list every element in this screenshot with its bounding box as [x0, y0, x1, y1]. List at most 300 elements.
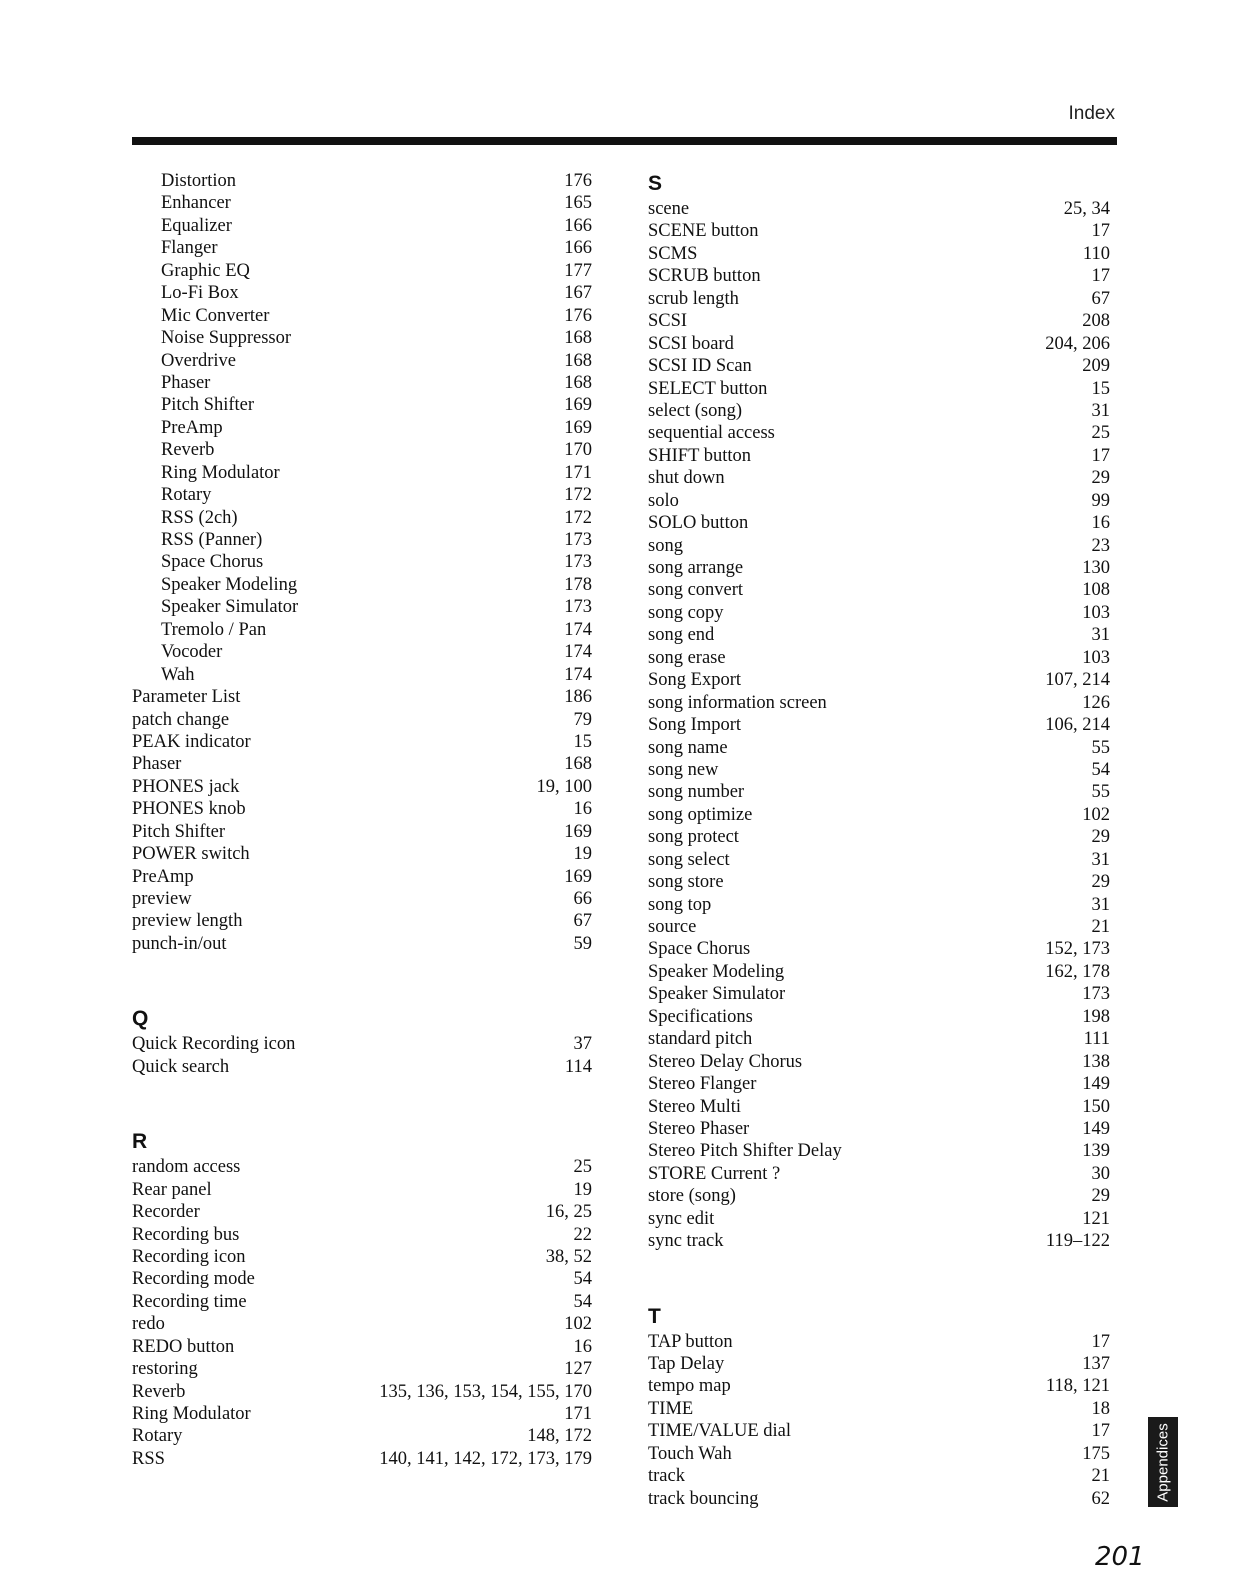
dot-leader	[776, 425, 1091, 439]
dot-leader	[226, 824, 563, 838]
entry-page: 114	[564, 1056, 592, 1077]
dot-leader	[694, 1401, 1090, 1415]
index-entry	[648, 1208, 1110, 1230]
entry-term: Flanger	[161, 238, 218, 259]
entry-page: 173	[564, 597, 592, 618]
dot-leader	[237, 353, 563, 367]
dot-leader	[745, 784, 1090, 798]
entry-page: 173	[564, 530, 592, 550]
dot-leader	[737, 1188, 1091, 1202]
entry-term: POWER switch	[132, 844, 250, 865]
dot-leader	[223, 644, 563, 658]
dot-leader	[726, 470, 1091, 484]
entry-term: TIME/VALUE dial	[648, 1421, 792, 1442]
entry-page: 177	[564, 260, 592, 281]
dot-leader	[753, 807, 1081, 821]
index-entry	[132, 417, 592, 439]
entry-term: song information screen	[648, 692, 827, 713]
entry-page: 173	[1082, 984, 1110, 1005]
dot-leader	[298, 577, 563, 591]
index-entry	[648, 804, 1110, 826]
section-letter-r: R	[132, 1130, 148, 1154]
entry-page: 162, 178	[1045, 961, 1110, 982]
entry-term: song select	[648, 849, 730, 870]
index-entry	[648, 1140, 1110, 1162]
entry-term: Recorder	[132, 1202, 200, 1223]
index-entry	[132, 439, 592, 461]
entry-page: 170	[564, 440, 592, 461]
entry-page: 149	[1082, 1118, 1110, 1139]
entry-page: 169	[564, 821, 592, 842]
dot-leader	[768, 381, 1090, 395]
entry-term: RSS (2ch)	[161, 507, 238, 528]
entry-page: 25, 34	[1063, 199, 1110, 219]
entry-term: song top	[648, 894, 712, 915]
dot-leader	[762, 268, 1091, 282]
dot-leader	[263, 532, 563, 546]
r-entry-list	[132, 1156, 592, 1470]
entry-term: Lo-Fi Box	[161, 283, 239, 304]
index-entry	[648, 849, 1110, 871]
index-entry	[132, 798, 592, 820]
dot-leader	[232, 195, 563, 209]
entry-term: Tremolo / Pan	[161, 619, 267, 640]
index-entry	[648, 759, 1110, 781]
entry-page: 167	[564, 283, 592, 304]
index-entry	[132, 1291, 592, 1313]
index-entry	[648, 1096, 1110, 1118]
section-gap	[648, 1253, 1110, 1301]
index-entry	[132, 1313, 592, 1335]
entry-term: Stereo Pitch Shifter Delay	[648, 1141, 842, 1162]
entry-page: 135, 136, 153, 154, 155, 170	[379, 1381, 592, 1402]
entry-term: song end	[648, 625, 715, 646]
dot-leader	[166, 1316, 563, 1330]
dot-leader	[211, 375, 563, 389]
entry-term: Overdrive	[161, 350, 236, 371]
entry-page: 121	[1082, 1208, 1110, 1229]
entry-page: 119–122	[1045, 1231, 1110, 1252]
dot-leader	[725, 605, 1082, 619]
dot-leader	[195, 667, 563, 681]
index-entry	[132, 1425, 592, 1447]
index-entry	[648, 1006, 1110, 1028]
entry-page: 62	[1091, 1488, 1110, 1509]
entry-term: Stereo Flanger	[648, 1074, 757, 1095]
entry-term: Stereo Phaser	[648, 1118, 750, 1139]
entry-page: 176	[564, 305, 592, 326]
index-entry	[648, 557, 1110, 579]
sub-entry-list	[132, 170, 592, 686]
index-entry	[132, 1268, 592, 1290]
index-entry	[648, 961, 1110, 983]
entry-page: 172	[564, 485, 592, 506]
index-entry	[648, 378, 1110, 400]
index-column-left	[132, 170, 592, 1470]
entry-page: 23	[1091, 535, 1110, 556]
entry-term: Stereo Delay Chorus	[648, 1051, 803, 1072]
index-entry	[132, 1358, 592, 1380]
entry-term: Equalizer	[161, 215, 232, 236]
entry-term: Specifications	[648, 1006, 753, 1027]
entry-page: 173	[564, 552, 592, 573]
index-entry	[132, 350, 592, 372]
entry-page: 204, 206	[1045, 333, 1110, 354]
index-entry	[648, 355, 1110, 377]
index-entry	[648, 871, 1110, 893]
index-entry	[648, 1331, 1110, 1353]
index-entry	[648, 265, 1110, 287]
index-entry	[132, 1201, 592, 1223]
dot-leader	[731, 852, 1091, 866]
index-entry	[132, 776, 592, 798]
entry-term: select (song)	[648, 400, 743, 421]
entry-term: song erase	[648, 647, 726, 668]
entry-page: 15	[573, 731, 592, 752]
index-entry	[648, 1488, 1110, 1510]
entry-page: 178	[564, 574, 592, 595]
entry-page: 126	[1082, 692, 1110, 713]
entry-term: TAP button	[648, 1331, 733, 1352]
dot-leader	[195, 869, 564, 883]
entry-term: song protect	[648, 827, 739, 848]
dot-leader	[688, 313, 1081, 327]
index-entry	[132, 686, 592, 708]
entry-page: 103	[1082, 602, 1110, 623]
entry-page: 16, 25	[545, 1202, 592, 1223]
entry-page: 140, 141, 142, 172, 173, 179	[379, 1448, 592, 1469]
index-entry	[132, 641, 592, 663]
index-entry	[132, 394, 592, 416]
dot-leader	[296, 1036, 572, 1050]
entry-term: patch change	[132, 709, 230, 730]
entry-term: song convert	[648, 580, 744, 601]
entry-page: 29	[1091, 827, 1110, 848]
dot-leader	[719, 762, 1090, 776]
entry-term: scrub length	[648, 288, 739, 309]
entry-term: Phaser	[132, 754, 182, 775]
entry-term: Speaker Modeling	[161, 574, 298, 595]
dot-leader	[241, 1159, 572, 1173]
entry-term: Recording mode	[132, 1269, 255, 1290]
entry-term: Ring Modulator	[161, 462, 280, 483]
dot-leader	[753, 1031, 1082, 1045]
dot-leader	[734, 1334, 1091, 1348]
entry-term: Enhancer	[161, 193, 231, 214]
entry-page: 17	[1091, 1331, 1110, 1352]
entry-term: redo	[132, 1314, 165, 1335]
dot-leader	[247, 801, 573, 815]
entry-page: 169	[564, 395, 592, 416]
entry-term: Graphic EQ	[161, 260, 250, 281]
entry-page: 169	[564, 866, 592, 887]
index-entry	[648, 467, 1110, 489]
index-entry	[648, 243, 1110, 265]
entry-page: 198	[1082, 1006, 1110, 1027]
dot-leader	[715, 1211, 1081, 1225]
entry-page: 30	[1091, 1163, 1110, 1184]
dot-leader	[785, 964, 1044, 978]
entry-page: 29	[1091, 872, 1110, 893]
entry-term: random access	[132, 1157, 241, 1178]
entry-term: Ring Modulator	[132, 1404, 251, 1424]
dot-leader	[749, 515, 1090, 529]
entry-page: 55	[1091, 737, 1110, 758]
entry-page: 107, 214	[1045, 670, 1110, 691]
entry-page: 55	[1091, 782, 1110, 803]
entry-page: 99	[1091, 490, 1110, 511]
index-entry	[648, 737, 1110, 759]
index-entry	[648, 714, 1110, 736]
entry-term: preview	[132, 889, 192, 909]
entry-term: song optimize	[648, 804, 753, 825]
index-entry	[132, 1224, 592, 1246]
entry-term: Speaker Simulator	[648, 984, 786, 1005]
appendices-tab[interactable]	[1148, 1417, 1178, 1507]
section-gap	[132, 1078, 592, 1126]
dot-leader	[725, 1356, 1081, 1370]
entry-page: 29	[1091, 468, 1110, 489]
dot-leader	[233, 218, 563, 232]
dot-leader	[251, 263, 563, 277]
entry-term: Song Import	[648, 715, 742, 736]
dot-leader	[193, 891, 573, 905]
index-entry	[648, 894, 1110, 916]
dot-leader	[240, 285, 564, 299]
index-entry	[648, 1420, 1110, 1442]
entry-term: Pitch Shifter	[132, 821, 226, 842]
entry-term: Stereo Multi	[648, 1096, 742, 1117]
entry-term: PHONES jack	[132, 776, 240, 797]
index-entry	[132, 551, 592, 573]
entry-term: song copy	[648, 602, 724, 623]
index-entry	[132, 619, 592, 641]
index-entry	[648, 512, 1110, 534]
entry-term: shut down	[648, 468, 725, 489]
entry-page: 54	[573, 1269, 592, 1290]
index-entry	[648, 1051, 1110, 1073]
dot-leader	[725, 1233, 1045, 1247]
index-entry	[132, 192, 592, 214]
index-entry	[132, 1336, 592, 1358]
dot-leader	[803, 1054, 1081, 1068]
dot-leader	[281, 465, 564, 479]
entry-term: RSS (Panner)	[161, 530, 263, 550]
index-entry	[648, 535, 1110, 557]
index-entry	[648, 1185, 1110, 1207]
entry-page: 127	[564, 1359, 592, 1380]
entry-term: Recording icon	[132, 1246, 246, 1267]
dot-leader	[786, 986, 1081, 1000]
index-entry	[648, 310, 1110, 332]
entry-page: 169	[564, 417, 592, 438]
entry-term: Touch Wah	[648, 1443, 732, 1464]
dot-leader	[182, 756, 563, 770]
index-entry	[132, 1246, 592, 1268]
dot-leader	[186, 1384, 378, 1398]
entry-page: 168	[564, 350, 592, 371]
entry-page: 59	[573, 933, 592, 954]
entry-term: Rotary	[132, 1426, 183, 1447]
index-entry	[132, 260, 592, 282]
index-entry	[648, 288, 1110, 310]
dot-leader	[754, 1009, 1081, 1023]
entry-page: 118, 121	[1045, 1376, 1110, 1397]
page-number: 201	[1095, 1542, 1145, 1572]
entry-term: PHONES knob	[132, 799, 246, 820]
entry-term: REDO button	[132, 1336, 235, 1357]
entry-page: 106, 214	[1045, 715, 1110, 736]
entry-term: sequential access	[648, 423, 775, 444]
entry-page: 17	[1091, 445, 1110, 466]
running-header: Index	[1068, 103, 1115, 124]
entry-term: punch-in/out	[132, 933, 227, 954]
entry-term: track bouncing	[648, 1488, 759, 1509]
entry-page: 165	[564, 193, 592, 214]
dot-leader	[727, 650, 1082, 664]
entry-term: Tap Delay	[648, 1354, 725, 1374]
index-entry	[648, 983, 1110, 1005]
entry-page: 21	[1091, 1466, 1110, 1487]
entry-page: 54	[573, 1291, 592, 1312]
dot-leader	[243, 913, 572, 927]
index-entry	[648, 624, 1110, 646]
entry-page: 171	[564, 462, 592, 483]
index-entry	[132, 305, 592, 327]
entry-term: Wah	[161, 664, 195, 685]
entry-term: SCSI	[648, 311, 688, 332]
entry-page: 17	[1091, 266, 1110, 287]
entry-term: SOLO button	[648, 513, 749, 534]
entry-page: 209	[1082, 356, 1110, 377]
entry-page: 18	[1091, 1398, 1110, 1419]
section-letter-q: Q	[132, 1007, 149, 1031]
dot-leader	[715, 627, 1090, 641]
entry-term: store (song)	[648, 1186, 736, 1207]
entry-page: 19	[573, 844, 592, 865]
entry-term: preview length	[132, 911, 243, 932]
entry-term: track	[648, 1466, 685, 1487]
dot-leader	[255, 397, 563, 411]
entry-term: scene	[648, 199, 690, 219]
dot-leader	[828, 695, 1081, 709]
entry-term: restoring	[132, 1359, 198, 1380]
index-entry	[132, 910, 592, 932]
entry-page: 37	[573, 1034, 592, 1055]
index-entry	[648, 1118, 1110, 1140]
dot-leader	[213, 1182, 573, 1196]
dot-leader	[201, 1204, 545, 1218]
entry-page: 138	[1082, 1051, 1110, 1072]
dot-leader	[750, 1121, 1081, 1135]
entry-page: 67	[1091, 288, 1110, 309]
entry-term: sync track	[648, 1231, 724, 1252]
entry-page: 166	[564, 215, 592, 236]
index-entry	[132, 821, 592, 843]
index-entry	[132, 1448, 592, 1470]
index-entry	[648, 1375, 1110, 1397]
t-entry-list	[648, 1331, 1110, 1511]
entry-page: 19	[573, 1179, 592, 1200]
entry-term: PEAK indicator	[132, 731, 251, 752]
entry-page: 66	[573, 889, 592, 909]
index-entry	[132, 529, 592, 551]
dot-leader	[247, 1249, 545, 1263]
entry-page: 31	[1091, 894, 1110, 915]
entry-page: 31	[1091, 400, 1110, 421]
dot-leader	[712, 897, 1090, 911]
entry-page: 21	[1091, 917, 1110, 937]
entry-page: 38, 52	[545, 1246, 592, 1267]
index-entry	[132, 484, 592, 506]
entry-term: RSS	[132, 1448, 165, 1469]
dot-leader	[251, 846, 573, 860]
entry-term: song name	[648, 737, 728, 758]
dot-leader	[264, 554, 563, 568]
entry-term: Phaser	[161, 372, 211, 393]
entry-page: 110	[1082, 243, 1110, 264]
entry-term: Parameter List	[132, 687, 241, 708]
entry-page: 168	[564, 754, 592, 775]
entry-page: 175	[1082, 1443, 1110, 1464]
entry-page: 19, 100	[536, 776, 592, 797]
entry-page: 176	[564, 171, 592, 191]
entry-page: 25	[1091, 423, 1110, 444]
dot-leader	[230, 1059, 564, 1073]
index-entry	[132, 709, 592, 731]
dot-leader	[240, 779, 535, 793]
dot-leader	[744, 582, 1081, 596]
entry-term: SCRUB button	[648, 266, 761, 287]
dot-leader	[735, 336, 1044, 350]
index-entry	[648, 579, 1110, 601]
entry-term: SCSI ID Scan	[648, 356, 752, 377]
entry-term: standard pitch	[648, 1029, 753, 1050]
dot-leader	[199, 1361, 563, 1375]
dot-leader	[256, 1271, 573, 1285]
dot-leader	[843, 1143, 1082, 1157]
index-entry	[132, 843, 592, 865]
dot-leader	[757, 1076, 1081, 1090]
dot-leader	[248, 1294, 573, 1308]
index-entry	[132, 866, 592, 888]
index-entry	[648, 445, 1110, 467]
index-entry	[132, 170, 592, 192]
entry-term: SCSI board	[648, 333, 734, 354]
dot-leader	[252, 734, 573, 748]
entry-term: song new	[648, 759, 719, 780]
index-entry	[132, 731, 592, 753]
entry-page: 103	[1082, 647, 1110, 668]
entry-page: 139	[1082, 1141, 1110, 1162]
index-entry	[648, 1230, 1110, 1252]
index-entry	[648, 1163, 1110, 1185]
entry-term: Vocoder	[161, 642, 223, 663]
entry-page: 168	[564, 372, 592, 393]
index-entry	[132, 888, 592, 910]
dot-leader	[698, 246, 1082, 260]
entry-term: song	[648, 535, 683, 556]
index-entry	[132, 1403, 592, 1425]
dot-leader	[729, 740, 1091, 754]
entry-term: Space Chorus	[648, 939, 751, 960]
entry-term: Rotary	[161, 485, 212, 506]
index-entry	[648, 1465, 1110, 1487]
dot-leader	[237, 173, 563, 187]
index-entry	[132, 574, 592, 596]
index-entry	[648, 826, 1110, 848]
entry-page: 15	[1091, 378, 1110, 399]
